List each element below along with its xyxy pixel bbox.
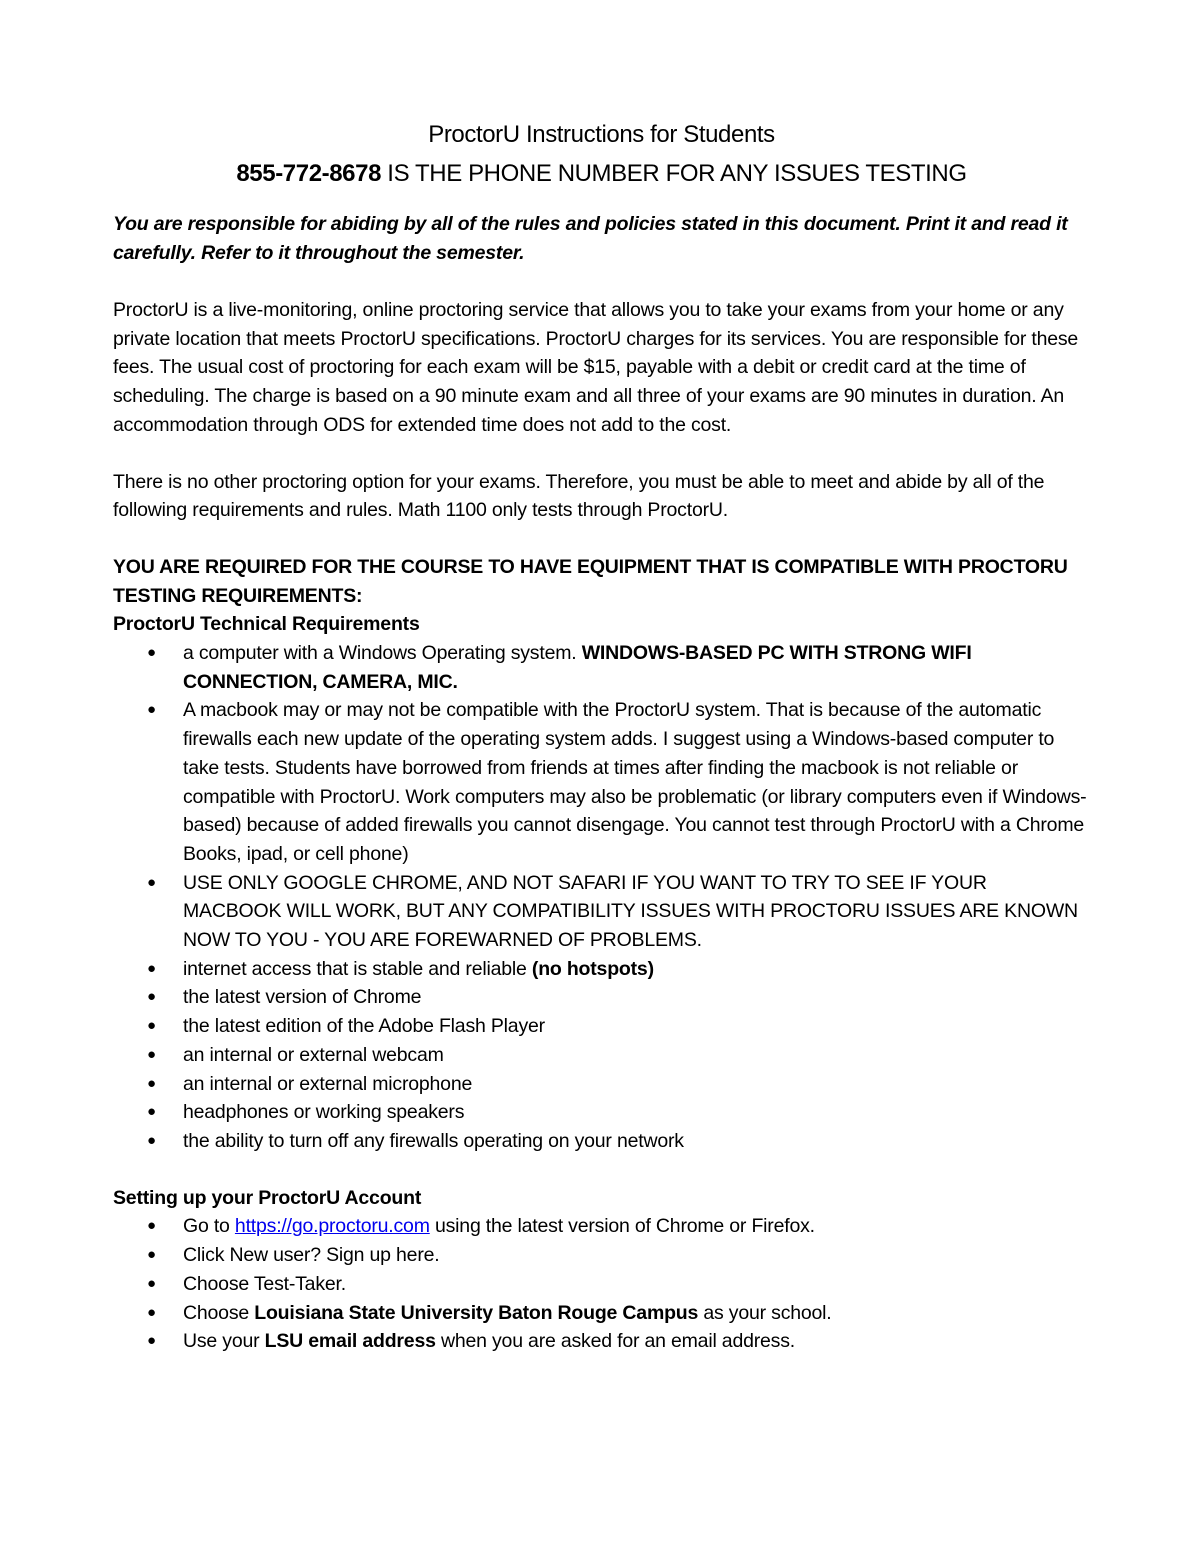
- list-item: ● the latest version of Chrome: [183, 983, 1090, 1012]
- bullet-icon: ●: [147, 959, 156, 977]
- technical-requirements-list: [113, 639, 1090, 1156]
- bullet-icon: ●: [147, 1074, 156, 1092]
- paragraph-proctoring-option: There is no other proctoring option for your exams. Therefore, you must be able to meet and abide by all of the following requirements and rules. Math 1100 only tests through ProctorU.: [113, 470, 1045, 522]
- bullet-icon: ●: [147, 1332, 156, 1350]
- setup-steps-list: [113, 1212, 1090, 1356]
- list-item: ● the latest edition of the Adobe Flash Player: [183, 1012, 1090, 1041]
- list-item: ● Choose Test-Taker.: [183, 1270, 1090, 1299]
- technical-requirements-heading: ProctorU Technical Requirements: [113, 613, 420, 636]
- bullet-icon: ●: [147, 1103, 156, 1121]
- bullet-icon: ●: [147, 1246, 156, 1264]
- bullet-icon: ●: [147, 873, 156, 891]
- list-item: ● an internal or external webcam: [183, 1041, 1090, 1070]
- document-title: [113, 115, 1090, 193]
- list-item: ● headphones or working speakers: [183, 1098, 1090, 1127]
- title-line-2: [113, 154, 1090, 193]
- title-line-1: ProctorU Instructions for Students: [428, 121, 775, 148]
- bullet-icon: ●: [147, 1217, 156, 1235]
- setup-account-heading: Setting up your ProctorU Account: [113, 1186, 422, 1209]
- paragraph-about-proctoru: ProctorU is a live-monitoring, online proctoring service that allows you to take your exams from your home or any private location that meets ProctorU specifications. ProctorU charges for its services. You are responsible for these fees. The usual cost of proctoring for each exam will be $15, payable with a debit or credit card at the time of scheduling. The charge is based on a 90 minute exam and all three of your exams are 90 minutes in duration. An accommodation through ODS for extended time does not add to the cost.: [113, 299, 1079, 436]
- bullet-icon: ●: [147, 1017, 156, 1035]
- intro-notice: You are responsible for abiding by all of the rules and policies stated in this document. Print it and read it carefully. Refer to it throughout the semester.: [113, 213, 1068, 264]
- proctoru-link[interactable]: https://go.proctoru.com: [234, 1215, 430, 1238]
- bullet-icon: ●: [147, 701, 156, 719]
- list-item: ● the ability to turn off any firewalls operating on your network: [183, 1127, 1090, 1156]
- requirements-heading: YOU ARE REQUIRED FOR THE COURSE TO HAVE EQUIPMENT THAT IS COMPATIBLE WITH PROCTORU TESTING REQUIREMENTS:: [113, 555, 1068, 607]
- list-item: ● internet access that is stable and reliable (no hotspots): [183, 955, 1090, 984]
- list-item: ● A macbook may or may not be compatible with the ProctorU system. That is because of the automatic firewalls each new update of the operating system adds. I suggest using a Windows-based computer to take tests. Students have borrowed from friends at times after finding the macbook is not reliable or compatible with ProctorU. Work computers may also be problematic (or library computers even if Windows-based) because of added firewalls you cannot disengage. You cannot test through ProctorU with a Chrome Books, ipad, or cell phone): [183, 696, 1090, 868]
- title-line-2-rest: IS THE PHONE NUMBER FOR ANY ISSUES TESTING: [381, 160, 967, 187]
- bullet-icon: ●: [147, 1274, 156, 1292]
- list-item: ● Click New user? Sign up here.: [183, 1241, 1090, 1270]
- list-item: ● Go to https://go.proctoru.com using the latest version of Chrome or Firefox.: [183, 1212, 1090, 1241]
- phone-number: 855-772-8678: [236, 160, 382, 187]
- list-item: ● an internal or external microphone: [183, 1070, 1090, 1099]
- list-item: ● Use your LSU email address when you are asked for an email address.: [183, 1327, 1090, 1356]
- bullet-icon: ●: [147, 1303, 156, 1321]
- bullet-icon: ●: [147, 1045, 156, 1063]
- bullet-icon: ●: [147, 988, 156, 1006]
- list-item: ● a computer with a Windows Operating system. WINDOWS-BASED PC WITH STRONG WIFI CONNECTION, CAMERA, MIC.: [183, 639, 1090, 696]
- bullet-icon: ●: [147, 1131, 156, 1149]
- list-item: ● USE ONLY GOOGLE CHROME, AND NOT SAFARI IF YOU WANT TO TRY TO SEE IF YOUR MACBOOK WILL WORK, BUT ANY COMPATIBILITY ISSUES WITH PROCTORU ISSUES ARE KNOWN NOW TO YOU - YOU ARE FOREWARNED OF PROBLEMS.: [183, 869, 1090, 955]
- list-item: ● Choose Louisiana State University Baton Rouge Campus as your school.: [183, 1299, 1090, 1328]
- bullet-icon: ●: [147, 644, 156, 662]
